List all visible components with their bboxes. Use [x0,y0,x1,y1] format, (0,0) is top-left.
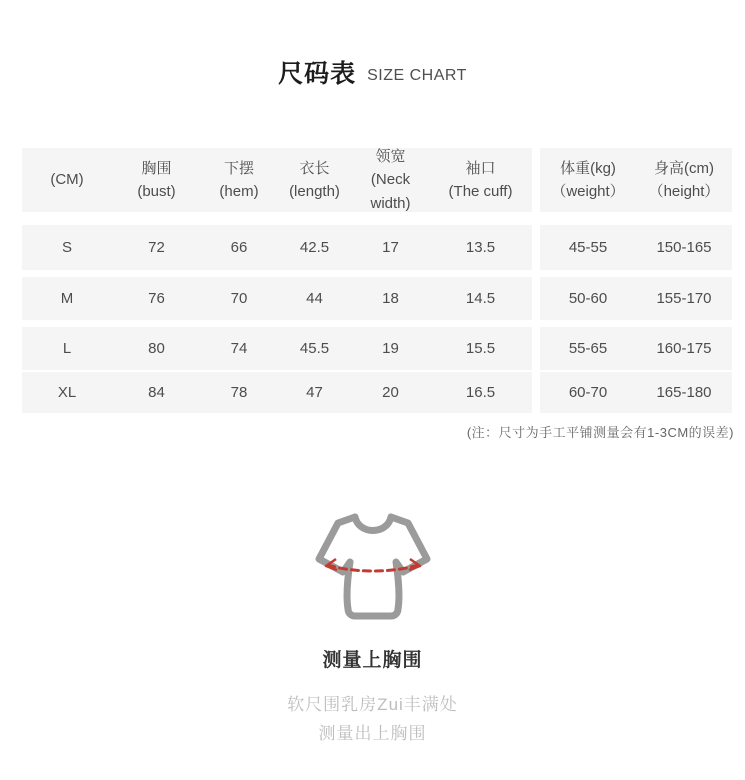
cell-cuff: 14.5 [465,290,496,307]
header-hem-en: (hem) [219,183,259,200]
header-bust-en: (bust) [137,183,176,200]
row-extra-section [540,327,732,370]
header-height-en: （height） [648,183,720,200]
cell-size: S [61,239,72,256]
table-row [22,372,734,413]
cell-cuff: 16.5 [465,384,496,401]
measure-guide-line2: 测量出上胸围 [318,724,427,743]
tshirt-illustration [298,506,448,630]
header-extra-section [540,148,732,212]
cell-bust: 72 [148,239,165,256]
measure-guide-line1: 软尺围乳房Zui丰满处 [287,695,458,714]
row-main-section [22,225,532,270]
cell-hem: 74 [230,340,248,357]
cell-hem: 66 [230,239,248,256]
cell-length: 47 [306,384,323,401]
cell-hem: 78 [230,384,248,401]
table-row [22,225,734,270]
header-cuff-cn: 袖口 [465,159,496,177]
table-section-gap [532,148,540,212]
cell-neck: 18 [382,290,399,307]
size-table [22,148,734,441]
cell-bust: 76 [148,290,165,307]
cell-size: M [60,290,74,307]
header-main-section [22,148,532,212]
cell-weight: 45-55 [568,239,608,256]
cell-neck: 19 [382,340,399,357]
header-hem [201,148,277,212]
header-weight [540,148,636,212]
table-section-gap [532,327,540,370]
cell-bust: 80 [148,340,165,357]
table-section-gap [532,225,540,270]
cell-height: 155-170 [656,290,712,307]
header-height [636,148,732,212]
header-neck-en: (Neck width) [370,171,411,212]
header-length-en: (length) [289,183,340,200]
table-section-gap [532,372,540,413]
header-height-cn: 身高(cm) [654,159,714,177]
header-unit-label: (CM) [50,171,84,189]
cell-length: 44 [306,290,323,307]
row-main-section [22,372,532,413]
cell-weight: 60-70 [568,384,608,401]
page-title [0,54,745,90]
cell-weight: 55-65 [568,340,608,357]
cell-neck: 17 [382,239,399,256]
cell-size: XL [57,384,77,401]
cell-weight: 50-60 [568,290,608,307]
measurement-tolerance-note: (注：尺寸为手工平铺测量会有1-3CM的误差) [466,425,734,440]
cell-height: 160-175 [656,340,712,357]
header-neck-width [352,148,429,212]
cell-size: L [62,340,72,357]
title-english: SIZE CHART [367,67,467,84]
row-main-section [22,327,532,370]
header-weight-en: （weight） [551,183,625,200]
row-extra-section [540,277,732,320]
cell-neck: 20 [382,384,399,401]
tshirt-icon [298,506,448,630]
cell-length: 42.5 [299,239,330,256]
header-length [277,148,352,212]
header-cuff [429,148,532,212]
header-unit [22,148,112,212]
header-bust-cn: 胸围 [141,159,172,177]
header-bust [112,148,201,212]
cell-height: 150-165 [656,239,712,256]
cell-cuff: 15.5 [465,340,496,357]
table-row [22,327,734,370]
table-row [22,277,734,320]
header-neck-cn: 领宽 [375,148,406,166]
title-chinese: 尺码表 [278,60,357,88]
cell-hem: 70 [230,290,248,307]
measure-guide-title: 测量上胸围 [322,650,423,671]
header-weight-cn: 体重(kg) [560,159,616,177]
table-header-row [22,148,734,212]
header-cuff-en: (The cuff) [448,183,513,200]
cell-length: 45.5 [299,340,330,357]
cell-cuff: 13.5 [465,239,496,256]
row-extra-section [540,225,732,270]
row-extra-section [540,372,732,413]
cell-bust: 84 [148,384,165,401]
header-hem-cn: 下摆 [223,159,254,177]
table-section-gap [532,277,540,320]
header-length-cn: 衣长 [299,159,330,177]
cell-height: 165-180 [656,384,712,401]
row-main-section [22,277,532,320]
